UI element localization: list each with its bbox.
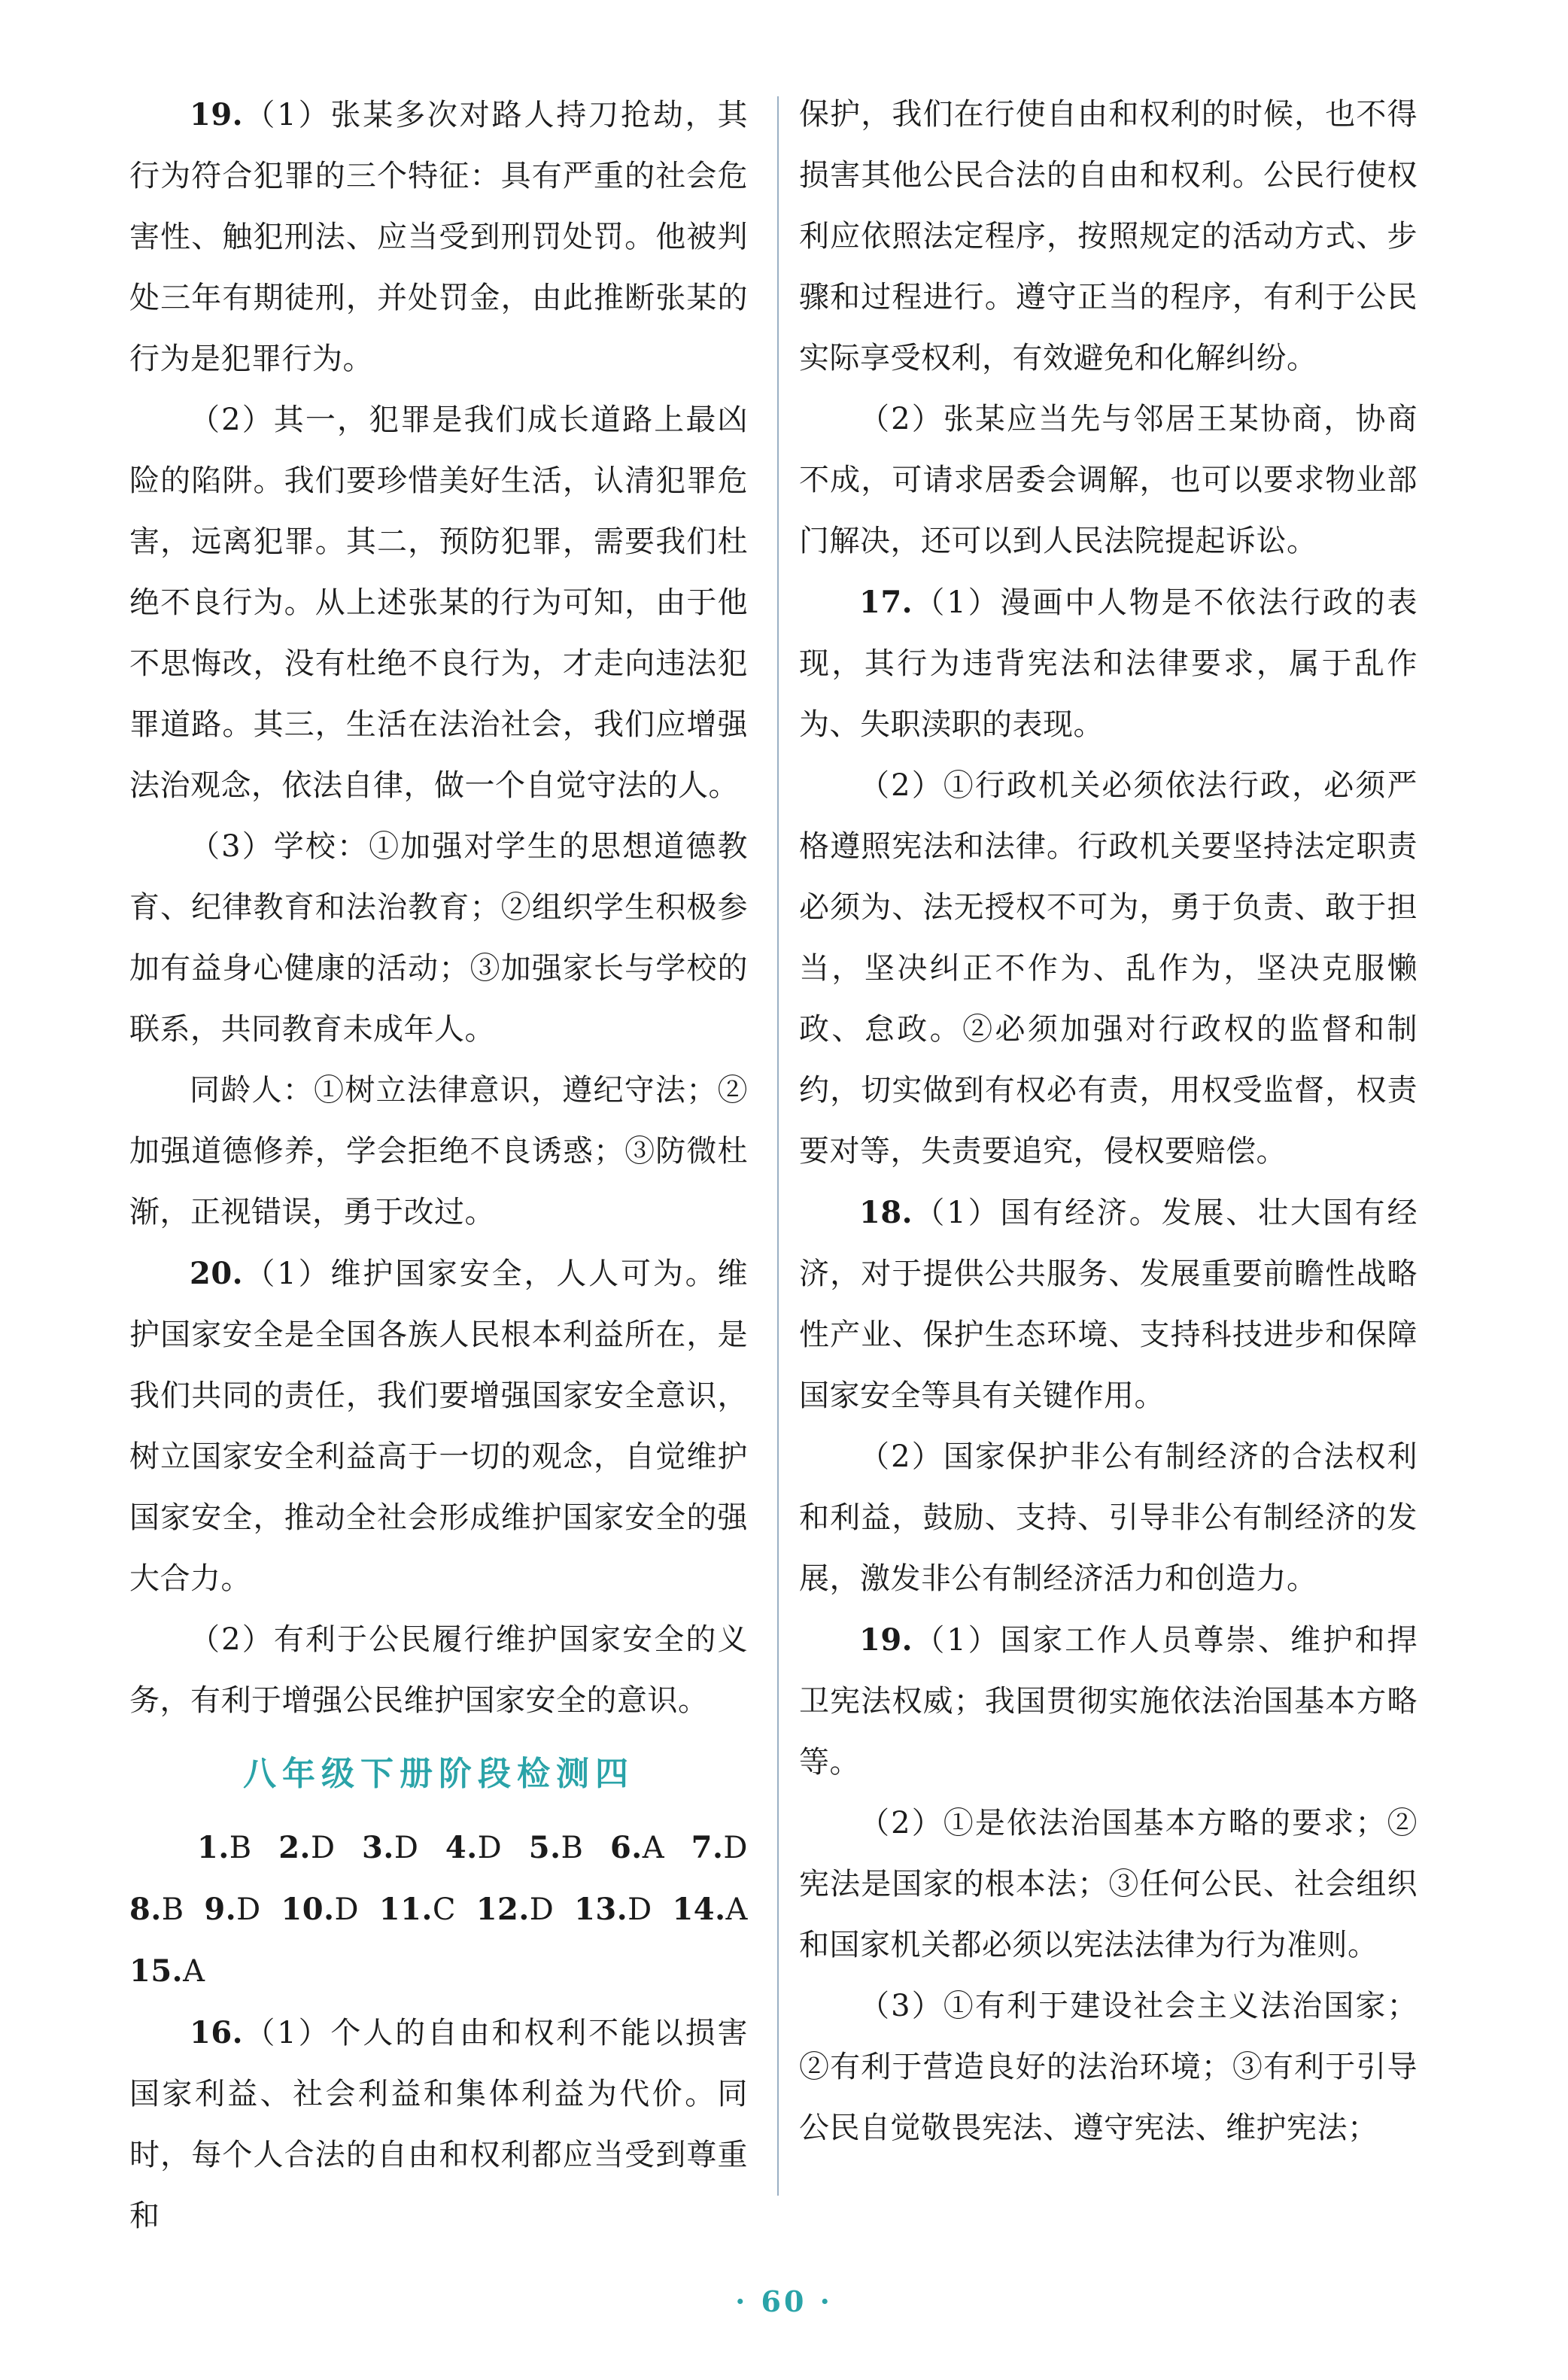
- choice-answer: 5.B: [528, 1830, 584, 1865]
- answer-text: （1）国家工作人员尊崇、维护和捍卫宪法权威；我国贯彻实施依法治国基本方略等。: [799, 1623, 1418, 1780]
- choice-answer: 6.A: [609, 1830, 665, 1865]
- answer-paragraph: [129, 2002, 748, 2247]
- answer-paragraph: [129, 84, 748, 390]
- answer-text: （2）有利于公民履行维护国家安全的义务，有利于增强公民维护国家安全的意识。: [129, 1622, 748, 1718]
- answer-paragraph: [799, 1609, 1418, 1793]
- choice-answer: 9.D: [204, 1892, 261, 1927]
- answer-text: （2）①是依法治国基本方略的要求；②宪法是国家的根本法；③任何公民、社会组织和国家机关都必须以宪法法律为行为准则。: [799, 1806, 1418, 1962]
- left-answer-blocks: [129, 84, 748, 1731]
- answer-text: （2）其一，犯罪是我们成长道路上最凶险的陷阱。我们要珍惜美好生活，认清犯罪危害，远离犯罪。其二，预防犯罪，需要我们杜绝不良行为。从上述张某的行为可知，由于他不思悔改，没有杜绝不良行为，才走向违法犯罪道路。其三，生活在法治社会，我们应增强法治观念，依法自律，做一个自觉守法的人。: [129, 403, 748, 803]
- answer-text: （2）①行政机关必须依法行政，必须严格遵照宪法和法律。行政机关要坚持法定职责必须为、法无授权不可为，勇于负责、敢于担当，坚决纠正不作为、乱作为，坚决克服懒政、怠政。②必须加强对行政权的监督和制约，切实做到有权必有责，用权受监督，权责要对等，失责要追究，侵权要赔偿。: [799, 768, 1418, 1169]
- choice-answer: 12.D: [476, 1892, 555, 1927]
- answer-text: （2）张某应当先与邻居王某协商，协商不成，可请求居委会调解，也可以要求物业部门解决，还可以到人民法院提起诉讼。: [799, 402, 1418, 558]
- answer-paragraph: [799, 1427, 1418, 1609]
- choice-answer: 1.B: [197, 1830, 252, 1865]
- answer-text: （3）①有利于建设社会主义法治国家；②有利于营造良好的法治环境；③有利于引导公民自觉敬畏宪法、遵守宪法、维护宪法；: [799, 1989, 1418, 2145]
- answer-text: （1）维护国家安全，人人可为。维护国家安全是全国各族人民根本利益所在，是我们共同的责任，我们要增强国家安全意识，树立国家安全利益高于一切的观念，自觉维护国家安全，推动全社会形成维护国家安全的强大合力。: [129, 1257, 748, 1596]
- choice-answer: 11.C: [378, 1892, 456, 1927]
- question-number: 19.: [859, 1622, 913, 1658]
- answer-paragraph: [129, 390, 748, 816]
- left-answer-blocks-continued: [129, 2002, 748, 2247]
- choice-answer: 7.D: [691, 1830, 748, 1865]
- answer-paragraph: [799, 1793, 1418, 1976]
- choice-answer: 10.D: [281, 1892, 360, 1927]
- section-title: 八年级下册阶段检测四: [243, 1755, 634, 1793]
- answer-text: 同龄人：①树立法律意识，遵纪守法；②加强道德修养，学会拒绝不良诱惑；③防微杜渐，正视错误，勇于改过。: [129, 1073, 748, 1230]
- question-number: 17.: [859, 585, 913, 620]
- answer-paragraph: [129, 1609, 748, 1731]
- answer-row: [197, 1817, 748, 1879]
- answer-text: （1）个人的自由和权利不能以损害国家利益、社会利益和集体利益为代价。同时，每个人合法的自由和权利都应当受到尊重和: [129, 2016, 748, 2233]
- answer-row: [129, 1941, 748, 2002]
- choice-answer: 14.A: [672, 1892, 748, 1927]
- question-number: 16.: [190, 2015, 244, 2050]
- question-number: 19.: [190, 97, 244, 132]
- answer-text: （1）张某多次对路人持刀抢劫，其行为符合犯罪的三个特征：具有严重的社会危害性、触犯刑法、应当受到刑罚处罚。他被判处三年有期徒刑，并处罚金，由此推断张某的行为是犯罪行为。: [129, 98, 748, 376]
- answer-text: 保护，我们在行使自由和权利的时候，也不得损害其他公民合法的自由和权利。公民行使权利应依照法定程序，按照规定的活动方式、步骤和过程进行。遵守正当的程序，有利于公民实际享受权利，有效避免和化解纠纷。: [799, 97, 1418, 375]
- choice-answers: [129, 1817, 748, 2002]
- choice-answer: 8.B: [129, 1892, 184, 1927]
- answer-text: （2）国家保护非公有制经济的合法权利和利益，鼓励、支持、引导非公有制经济的发展，激发非公有制经济活力和创造力。: [799, 1439, 1418, 1596]
- left-column: [129, 84, 748, 2247]
- choice-answer: 3.D: [362, 1830, 419, 1865]
- column-divider: [777, 96, 779, 2196]
- answer-text: （1）国有经济。发展、壮大国有经济，对于提供公共服务、发展重要前瞻性战略性产业、保护生态环境、支持科技进步和保障国家安全等具有关键作用。: [799, 1196, 1418, 1413]
- answer-paragraph: [129, 1060, 748, 1243]
- answer-text: （1）漫画中人物是不依法行政的表现，其行为违背宪法和法律要求，属于乱作为、失职渎职的表现。: [799, 585, 1418, 742]
- answer-paragraph: [799, 572, 1418, 755]
- answer-paragraph: [129, 1243, 748, 1609]
- page-number: · 60 ·: [735, 2284, 833, 2318]
- answer-text: （3）学校：①加强对学生的思想道德教育、纪律教育和法治教育；②组织学生积极参加有益身心健康的活动；③加强家长与学校的联系，共同教育未成年人。: [129, 829, 748, 1047]
- question-number: 20.: [190, 1256, 244, 1291]
- answer-paragraph: [799, 84, 1418, 389]
- answer-paragraph: [799, 755, 1418, 1182]
- answer-paragraph: [799, 1182, 1418, 1427]
- answer-row: [129, 1879, 748, 1941]
- answer-paragraph: [129, 816, 748, 1060]
- answer-paragraph: [799, 1976, 1418, 2159]
- question-number: 18.: [859, 1195, 913, 1230]
- answer-paragraph: [799, 389, 1418, 572]
- right-column: [799, 84, 1418, 2159]
- choice-answer: 2.D: [278, 1830, 336, 1865]
- choice-answer: 15.A: [129, 1953, 205, 1989]
- choice-answer: 4.D: [445, 1830, 503, 1865]
- choice-answer: 13.D: [574, 1892, 652, 1927]
